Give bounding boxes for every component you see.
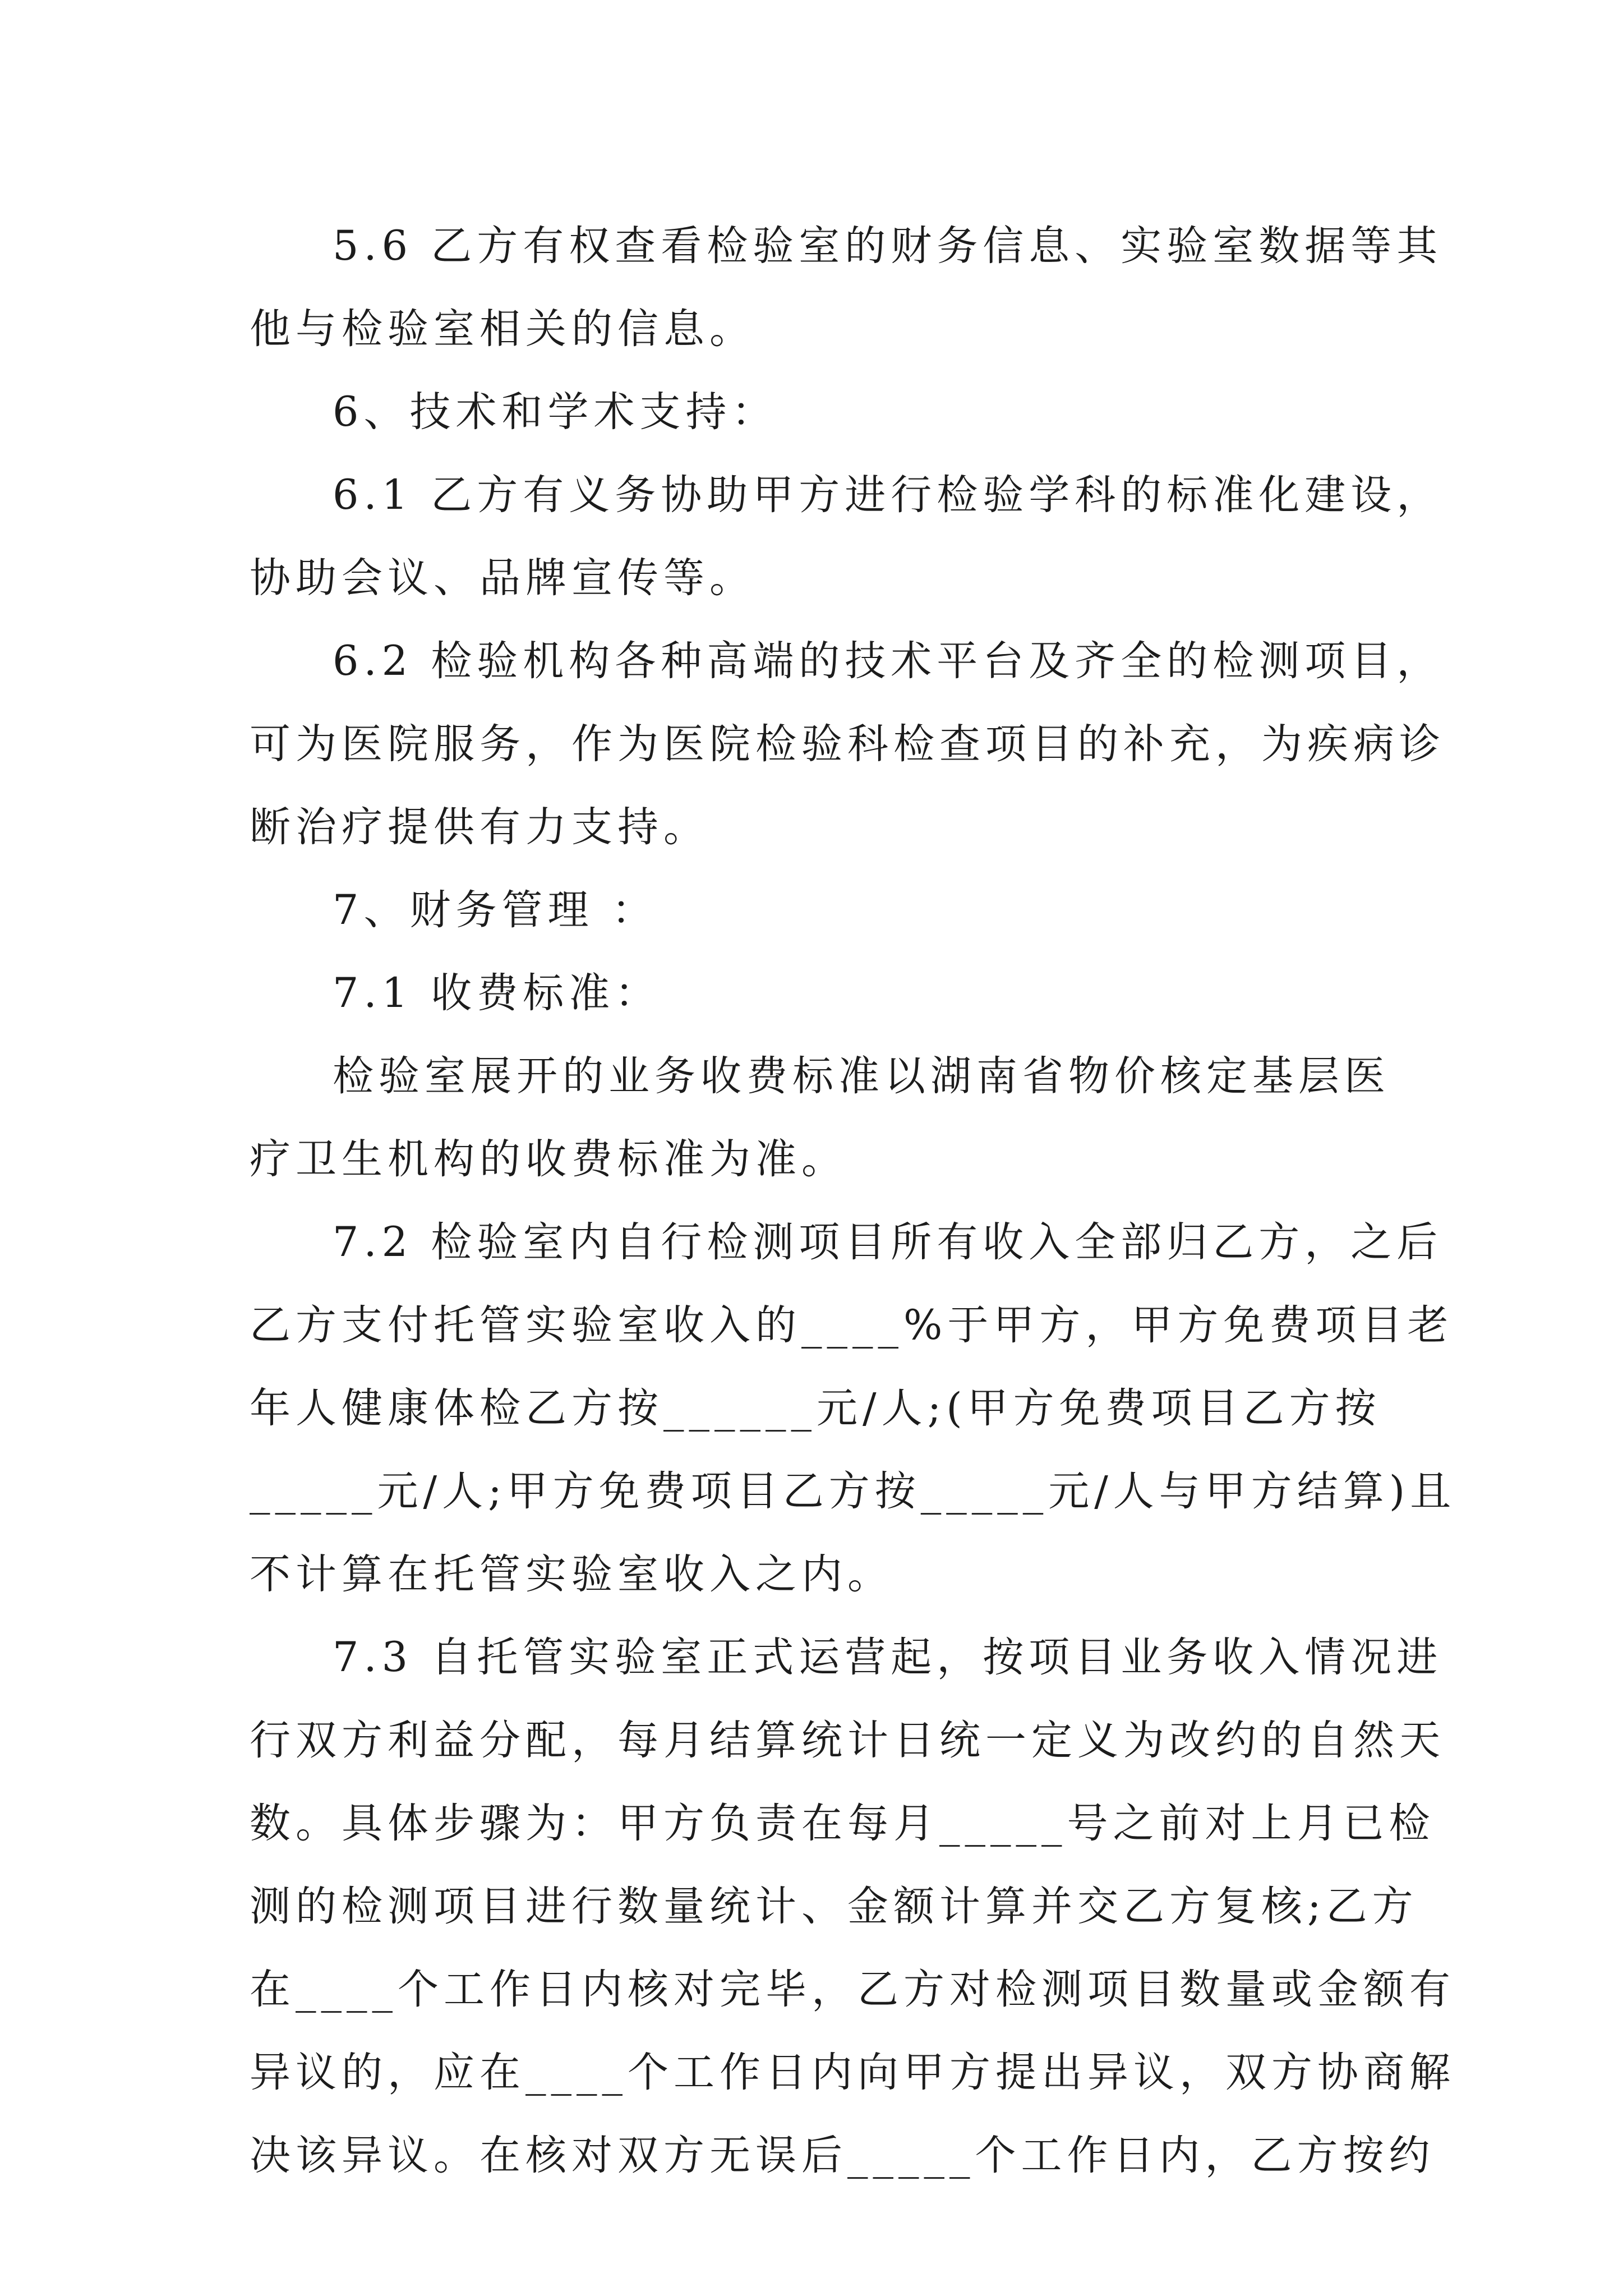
text-line: 5.6 乙方有权查看检验室的财务信息、实验室数据等其 [333,222,1443,270]
text-line: 不计算在托管实验室收入之内。 [250,1550,893,1598]
text-line: 乙方支付托管实验室收入的____%于甲方，甲方免费项目老 [250,1301,1454,1349]
section-heading: 6、技术和学术支持： [333,388,778,436]
text-line: 他与检验室相关的信息。 [250,305,755,353]
text-line: _____元/人;甲方免费项目乙方按_____元/人与甲方结算)且 [250,1467,1456,1515]
text-line: 测的检测项目进行数量统计、金额计算并交乙方复核;乙方 [250,1883,1418,1930]
text-line: 7.3 自托管实验室正式运营起，按项目业务收入情况进 [333,1634,1443,1681]
text-line: 疗卫生机构的收费标准为准。 [250,1135,847,1183]
text-line: 数。具体步骤为：甲方负责在每月_____号之前对上月已检 [250,1800,1435,1847]
section-heading: 7、财务管理 ： [333,886,658,934]
text-line: 异议的，应在____个工作日内向甲方提出异议，双方协商解 [250,2049,1455,2096]
document-body [250,205,1456,2197]
text-line: 在____个工作日内核对完毕，乙方对检测项目数量或金额有 [250,1966,1455,2013]
text-line: 决该异议。在核对双方无误后_____个工作日内，乙方按约 [250,2132,1435,2179]
text-line: 6.1 乙方有义务协助甲方进行检验学科的标准化建设， [333,471,1443,519]
text-line: 行双方利益分配，每月结算统计日统一定义为改约的自然天 [250,1717,1445,1764]
subsection-heading: 7.1 收费标准： [333,969,661,1017]
text-line: 断治疗提供有力支持。 [250,803,709,851]
text-line: 协助会议、品牌宣传等。 [250,554,755,602]
text-line: 检验室展开的业务收费标准以湖南省物价核定基层医 [333,1052,1390,1100]
text-line: 年人健康体检乙方按______元/人;(甲方免费项目乙方按 [250,1384,1381,1432]
text-line: 7.2 检验室内自行检测项目所有收入全部归乙方，之后 [333,1218,1443,1266]
text-line: 可为医院服务，作为医院检验科检查项目的补充，为疾病诊 [250,720,1445,768]
text-line: 6.2 检验机构各种高端的技术平台及齐全的检测项目， [333,637,1443,685]
